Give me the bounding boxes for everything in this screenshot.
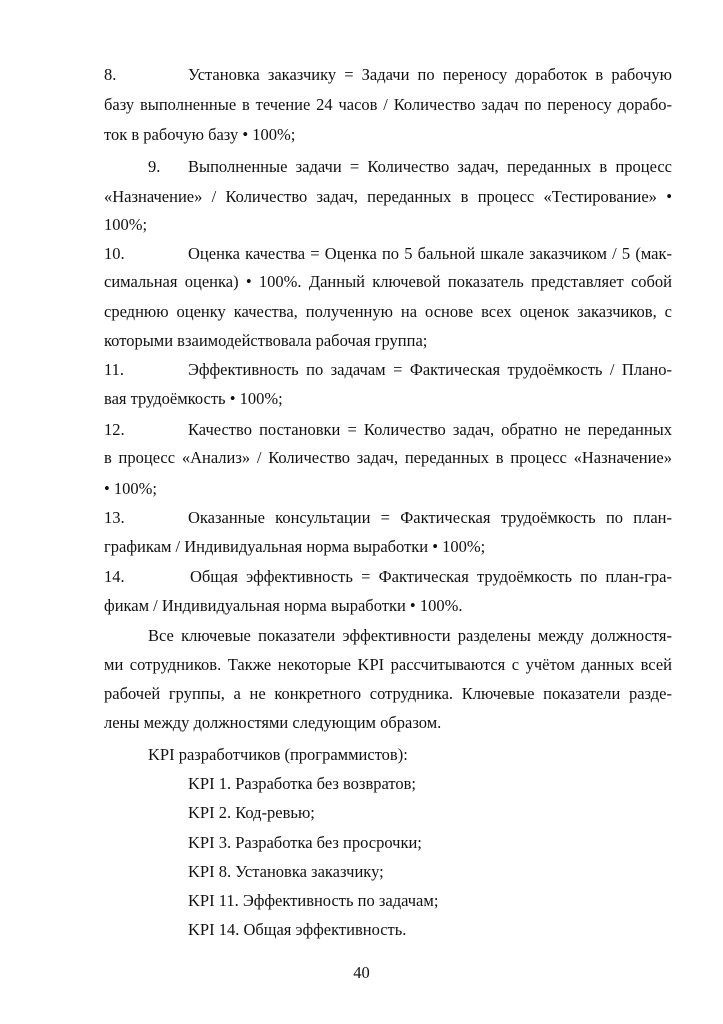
kpi-list-item: KPI 14. Общая эффективность. [188,920,407,939]
list-item-14 [104,566,672,588]
list-item-12 [104,419,672,441]
item-number: 13. [104,508,125,527]
item-text: Выполненные задачи = Количество задач, переданных в процесс [188,157,672,176]
paragraph-line: лены между должностями следующим образом. [104,713,442,732]
list-item-13 [104,507,672,529]
item-text-line: 100%; [104,215,148,234]
item-text: Качество постановки = Количество задач, обратно не переданных [188,420,672,439]
item-number: 12. [104,420,125,439]
paragraph-line: ми сотрудников. Также некоторые KPI рассчитываются с учётом данных всей [104,655,672,674]
item-text: Установка заказчику = Задачи по переносу доработок в рабочую [188,65,672,84]
paragraph-line: рабочей группы, а не конкретного сотрудника. Ключевые показатели разде- [104,684,672,703]
item-text-line: графикам / Индивидуальная норма выработки • 100%; [104,537,486,556]
item-text-line: среднюю оценку качества, полученную на основе всех оценок заказчиков, с [104,302,672,321]
item-number: 11. [104,360,125,379]
item-text-line: симальная оценка) • 100%. Данный ключевой показатель представляет собой [104,272,672,291]
page-number: 40 [353,963,370,982]
list-item-8 [104,64,672,86]
item-text-line: которыми взаимодействовала рабочая группа; [104,331,428,350]
item-number: 9. [148,157,161,176]
item-text-line: • 100%; [104,479,157,498]
item-text-line: базу выполненные в течение 24 часов / Количество задач по переносу дорабо- [104,95,672,114]
list-item-9 [148,156,672,178]
kpi-heading: KPI разработчиков (программистов): [148,745,408,764]
item-text-line: фикам / Индивидуальная норма выработки • 100%. [104,596,463,615]
item-number: 10. [104,244,125,263]
item-number: 8. [104,65,117,84]
item-text: Оказанные консультации = Фактическая трудоёмкость по план- [188,508,672,527]
item-text: Общая эффективность = Фактическая трудоёмкость по план-гра- [190,567,672,586]
kpi-list-item: KPI 2. Код-ревью; [188,803,315,822]
list-item-10 [104,243,672,265]
item-text: Эффективность по задачам = Фактическая трудоёмкость / Плано- [188,360,672,379]
item-text-line: ток в рабочую базу • 100%; [104,125,296,144]
list-item-11 [104,359,672,381]
kpi-list-item: KPI 8. Установка заказчику; [188,862,384,881]
kpi-list-item: KPI 3. Разработка без просрочки; [188,833,422,852]
item-number: 14. [104,567,125,586]
item-text: Оценка качества = Оценка по 5 бальной шкале заказчиком / 5 (мак- [188,244,672,263]
item-text-line: вая трудоёмкость • 100%; [104,389,283,408]
item-text-line: в процесс «Анализ» / Количество задач, переданных в процесс «Назначение» [104,448,672,467]
kpi-list-item: KPI 1. Разработка без возвратов; [188,774,417,793]
paragraph-line: Все ключевые показатели эффективности разделены между должностя- [148,626,672,645]
kpi-list-item: KPI 11. Эффективность по задачам; [188,891,439,910]
item-text-line: «Назначение» / Количество задач, переданных в процесс «Тестирование» • [104,187,672,206]
